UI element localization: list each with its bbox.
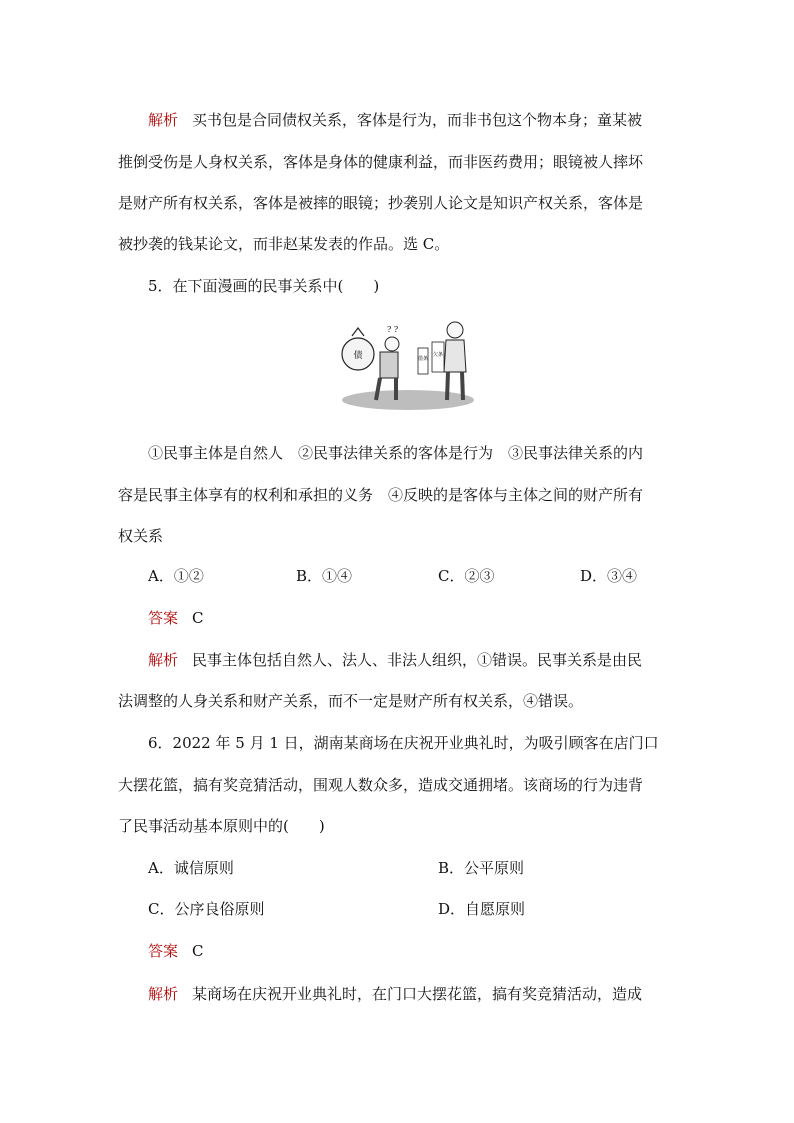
option-b: B．公平原则 (438, 859, 525, 877)
option-b: B．①④ (296, 567, 353, 585)
option-d: D．自愿原则 (438, 900, 526, 918)
analysis-line: 是财产所有权关系，客体是被摔的眼镜；抄袭别人论文是知识产权关系，客体是 (118, 194, 644, 212)
answer-line (148, 608, 204, 628)
option-a: A．①② (148, 567, 204, 585)
analysis-line: 被抄袭的钱某论文，而非赵某发表的作品。选 C。 (118, 235, 450, 253)
analysis-label: 解析 (148, 985, 179, 1003)
question-6-stem: 大摆花篮，搞有奖竞猜活动，围观人数众多，造成交通拥堵。该商场的行为违背 (118, 776, 644, 794)
question-5-stem: 5．在下面漫画的民事关系中( ) (148, 277, 380, 295)
analysis-line: 法调整的人身关系和财产关系，而不一定是财产所有权关系，④错误。 (118, 692, 584, 710)
analysis-line: 解析 某商场在庆祝开业典礼时，在门口大摆花篮，搞有奖竞猜活动，造成 (148, 985, 643, 1003)
statement-line: 权关系 (118, 527, 164, 545)
option-a: A．诚信原则 (148, 859, 234, 877)
answer-value: C (192, 609, 204, 627)
sack-label: 债 (353, 351, 363, 361)
option-d: D．③④ (580, 567, 638, 585)
statement-line: ①民事主体是自然人 ②民事法律关系的客体是行为 ③民事法律关系的内 (148, 444, 644, 462)
svg-text:? ?: ? ? (387, 325, 399, 334)
answer-line (148, 941, 204, 961)
question-6-stem: 了民事活动基本原则中的( ) (118, 817, 325, 835)
analysis-line: 解析 民事主体包括自然人、法人、非法人组织，①错误。民事关系是由民 (148, 651, 643, 669)
question-6-stem: 6．2022 年 5 月 1 日，湖南某商场在庆祝开业典礼时，为吸引顾客在店门口 (148, 734, 659, 752)
answer-label: 答案 (148, 942, 179, 960)
analysis-line: 推倒受伤是人身权关系，客体是身体的健康利益，而非医药费用；眼镜被人摔坏 (118, 153, 644, 171)
analysis-line: 解析 买书包是合同债权关系，客体是行为，而非书包这个物本身；童某被 (148, 111, 643, 129)
analysis-label: 解析 (148, 651, 179, 669)
scroll-left-label: 借条 (417, 356, 429, 362)
option-c: C．公序良俗原则 (148, 900, 265, 918)
answer-value: C (192, 942, 204, 960)
statement-line: 容是民事主体享有的权利和承担的义务 ④反映的是客体与主体之间的财产所有 (118, 486, 644, 504)
answer-label: 答案 (148, 609, 179, 627)
cartoon-image (340, 314, 476, 414)
option-c: C．②③ (438, 567, 495, 585)
analysis-label: 解析 (148, 111, 179, 129)
scroll-right-label: 欠条 (432, 352, 444, 358)
